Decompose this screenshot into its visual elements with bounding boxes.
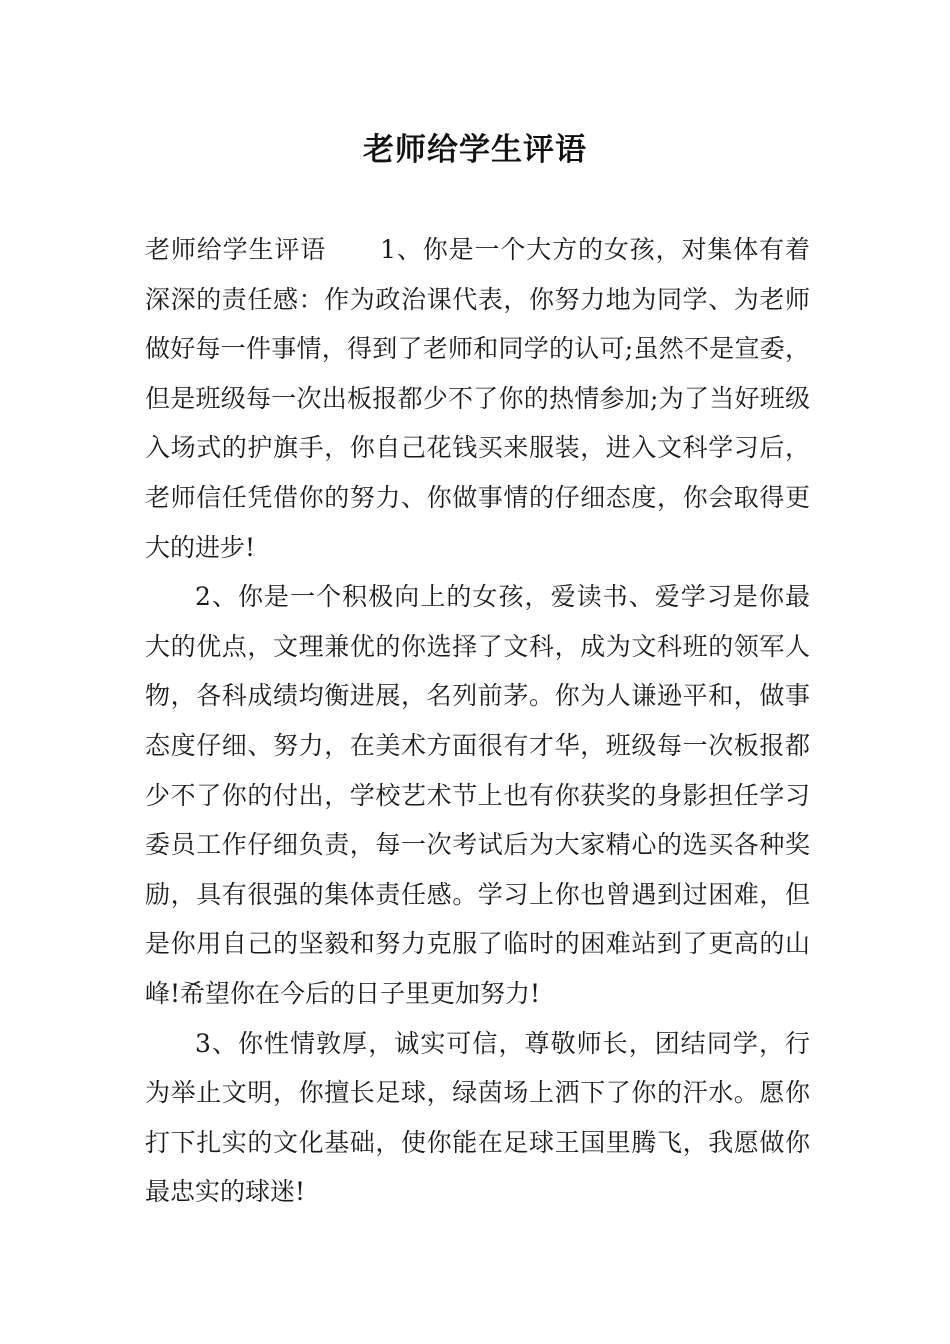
paragraph-1-text: 1、你是一个大方的女孩，对集体有着深深的责任感：作为政治课代表，你努力地为同学、为老师做好每一件事情，得到了老师和同学的认可;虽然不是宣委，但是班级每一次出板报都少不了你的热情参加;为了当好班级入场式的护旗手，你自己花钱买来服装，进入文科学习后，老师信任凭借你的努力、你做事情的仔细态度，你会取得更大的进步! xyxy=(145,235,810,562)
document-title: 老师给学生评语 xyxy=(363,132,587,168)
document-body xyxy=(145,225,810,1217)
paragraph-3: 3、你性情敦厚，诚实可信，尊敬师长，团结同学，行为举止文明，你擅长足球，绿茵场上洒下了你的汗水。愿你打下扎实的文化基础，使你能在足球王国里腾飞，我愿做你最忠实的球迷! xyxy=(145,1028,810,1207)
paragraph-1 xyxy=(145,225,810,572)
paragraph-2: 2、你是一个积极向上的女孩，爱读书、爱学习是你最大的优点，文理兼优的你选择了文科，成为文科班的领军人物，各科成绩均衡进展，名列前茅。你为人谦逊平和，做事态度仔细、努力，在美术方面很有才华，班级每一次板报都少不了你的付出，学校艺术节上也有你获奖的身影担任学习委员工作仔细负责，每一次考试后为大家精心的选买各种奖励，具有很强的集体责任感。学习上你也曾遇到过困难，但是你用自己的坚毅和努力克服了临时的困难站到了更高的山峰!希望你在今后的日子里更加努力! xyxy=(145,582,810,1008)
lead-label: 老师给学生评语 xyxy=(145,235,327,264)
